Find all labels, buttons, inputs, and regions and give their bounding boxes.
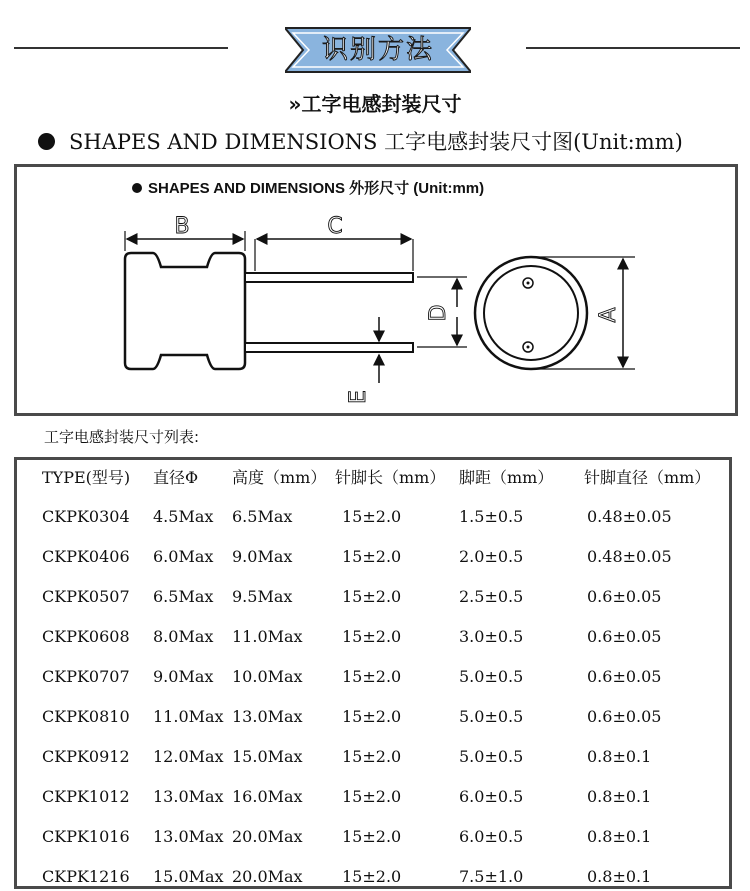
table-cell: 13.0Max — [153, 827, 224, 846]
label-a: A — [596, 307, 621, 323]
table-cell: 9.0Max — [153, 667, 214, 686]
table-cell: 0.6±0.05 — [587, 627, 662, 646]
table-cell: 10.0Max — [232, 667, 303, 686]
table-cell: 15±2.0 — [342, 787, 402, 806]
table-cell: 5.0±0.5 — [459, 707, 524, 726]
table-cell: 0.8±0.1 — [587, 787, 652, 806]
table-cell: 6.0±0.5 — [459, 787, 524, 806]
table-header-cell: 高度（mm） — [232, 468, 327, 487]
table-cell: 9.5Max — [232, 587, 293, 606]
inductor-drawing — [17, 167, 735, 413]
table-cell: 15±2.0 — [342, 667, 402, 686]
table-cell: CKPK0304 — [42, 507, 130, 526]
label-e: E — [346, 390, 371, 404]
diagram-title — [132, 177, 484, 198]
table-cell: 8.0Max — [153, 627, 214, 646]
diagram-title-text: SHAPES AND DIMENSIONS 外形尺寸 (Unit:mm) — [148, 180, 485, 197]
table-cell: CKPK0608 — [42, 627, 130, 646]
table-cell: 5.0±0.5 — [459, 747, 524, 766]
table-cell: 0.8±0.1 — [587, 867, 652, 886]
table-cell: 2.5±0.5 — [459, 587, 524, 606]
table-header-cell: 直径Φ — [153, 468, 199, 487]
right-divider-line — [526, 47, 740, 49]
table-cell: CKPK0406 — [42, 547, 130, 566]
table-cell: 11.0Max — [232, 627, 303, 646]
table-cell: 11.0Max — [153, 707, 224, 726]
table-cell: 13.0Max — [232, 707, 303, 726]
table-cell: 13.0Max — [153, 787, 224, 806]
table-cell: 6.0±0.5 — [459, 827, 524, 846]
table-cell: 15±2.0 — [342, 827, 402, 846]
table-cell: 20.0Max — [232, 827, 303, 846]
table-cell: 0.8±0.1 — [587, 827, 652, 846]
table-cell: 12.0Max — [153, 747, 224, 766]
table-cell: 2.0±0.5 — [459, 547, 524, 566]
dimension-diagram — [14, 164, 738, 416]
table-cell: 15±2.0 — [342, 587, 402, 606]
table-cell: 7.5±1.0 — [459, 867, 524, 886]
table-cell: CKPK0507 — [42, 587, 130, 606]
table-cell: 6.5Max — [153, 587, 214, 606]
table-cell: 15±2.0 — [342, 627, 402, 646]
table-cell: 15±2.0 — [342, 507, 402, 526]
table-cell: 0.48±0.05 — [587, 507, 672, 526]
label-d: D — [426, 304, 451, 322]
banner-title: 识别方法 — [321, 35, 434, 65]
dimensions-table — [14, 457, 732, 889]
table-cell: 6.0Max — [153, 547, 214, 566]
section-heading — [38, 126, 683, 156]
bullet-icon — [38, 133, 55, 150]
table-cell: 0.6±0.05 — [587, 587, 662, 606]
table-header-cell: TYPE(型号) — [42, 468, 131, 487]
table-cell: 4.5Max — [153, 507, 214, 526]
table-cell: CKPK0912 — [42, 747, 130, 766]
table-cell: 0.6±0.05 — [587, 667, 662, 686]
label-c: C — [327, 214, 343, 239]
table-cell: 15±2.0 — [342, 747, 402, 766]
table-header-cell: 针脚长（mm） — [335, 468, 446, 487]
table-cell: 15±2.0 — [342, 867, 402, 886]
table-cell: CKPK0810 — [42, 707, 130, 726]
table-cell: 16.0Max — [232, 787, 303, 806]
bullet-icon — [132, 183, 142, 193]
table-cell: 3.0±0.5 — [459, 627, 524, 646]
page-subtitle: »工字电感封装尺寸 — [288, 92, 462, 116]
table-cell: 5.0±0.5 — [459, 667, 524, 686]
table-cell: CKPK0707 — [42, 667, 130, 686]
table-cell: 0.48±0.05 — [587, 547, 672, 566]
table-cell: CKPK1216 — [42, 867, 130, 886]
table-header-cell: 针脚直径（mm） — [584, 468, 711, 487]
table-cell: 6.5Max — [232, 507, 293, 526]
section-heading-text: SHAPES AND DIMENSIONS 工字电感封装尺寸图(Unit:mm) — [69, 130, 683, 154]
table-cell: CKPK1012 — [42, 787, 130, 806]
table-cell: 0.8±0.1 — [587, 747, 652, 766]
table-caption: 工字电感封装尺寸列表: — [44, 428, 200, 446]
table-cell: 15.0Max — [153, 867, 224, 886]
table-cell: CKPK1016 — [42, 827, 130, 846]
table-cell: 15±2.0 — [342, 707, 402, 726]
table-cell: 15±2.0 — [342, 547, 402, 566]
table-cell: 0.6±0.05 — [587, 707, 662, 726]
label-b: B — [174, 214, 190, 239]
left-divider-line — [14, 47, 228, 49]
table-header-cell: 脚距（mm） — [459, 468, 554, 487]
table-cell: 1.5±0.5 — [459, 507, 524, 526]
table-cell: 15.0Max — [232, 747, 303, 766]
table-cell: 9.0Max — [232, 547, 293, 566]
table-cell: 20.0Max — [232, 867, 303, 886]
